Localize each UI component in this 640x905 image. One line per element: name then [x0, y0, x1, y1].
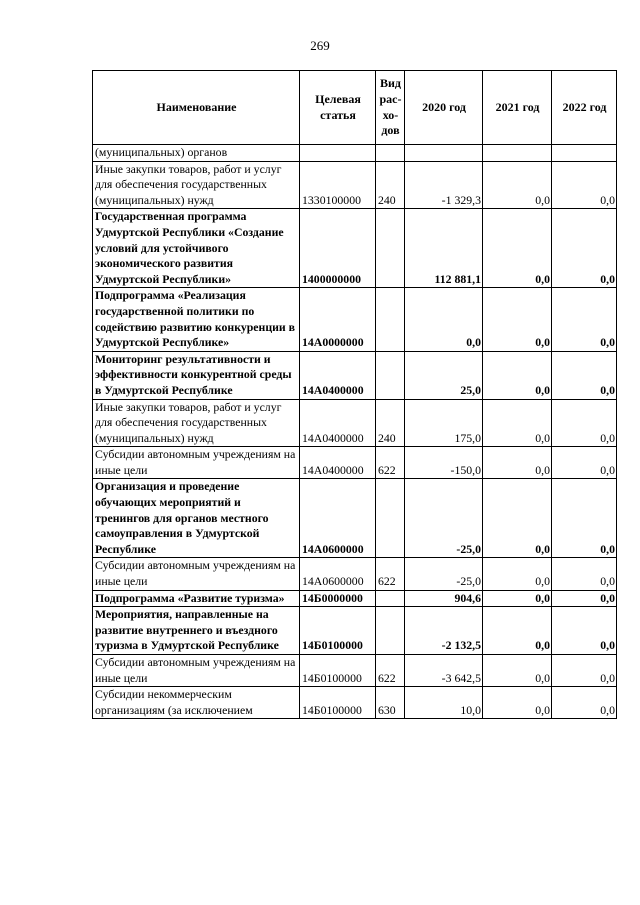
cell-2021: 0,0	[483, 607, 552, 655]
table-row	[93, 655, 617, 687]
cell-name: (муниципальных) органов	[93, 145, 300, 162]
cell-2022: 0,0	[552, 590, 617, 607]
cell-name: Мероприятия, направленные на развитие внутреннего и въездного туризма в Удмуртской Республике	[93, 607, 300, 655]
cell-target-article: 14А0400000	[300, 399, 376, 447]
cell-name: Иные закупки товаров, работ и услуг для обеспечения государственных (муниципальных) нужд	[93, 399, 300, 447]
cell-2022	[552, 145, 617, 162]
cell-2022: 0,0	[552, 399, 617, 447]
cell-expense-type	[376, 351, 405, 399]
cell-name: Иные закупки товаров, работ и услуг для обеспечения государственных (муниципальных) нужд	[93, 161, 300, 209]
table-row	[93, 558, 617, 590]
cell-2022: 0,0	[552, 558, 617, 590]
cell-target-article: 14Б0100000	[300, 655, 376, 687]
table-row	[93, 209, 617, 288]
cell-name: Подпрограмма «Реализация государственной политики по содействию развитию конкуренции в Удмуртской Республике»	[93, 288, 300, 351]
table-row	[93, 288, 617, 351]
header-target-article: Целевая статья	[300, 71, 376, 145]
table-row	[93, 399, 617, 447]
cell-expense-type: 622	[376, 655, 405, 687]
header-2022: 2022 год	[552, 71, 617, 145]
cell-2022: 0,0	[552, 351, 617, 399]
cell-target-article: 1330100000	[300, 161, 376, 209]
cell-2021: 0,0	[483, 687, 552, 719]
cell-target-article: 14А0600000	[300, 558, 376, 590]
cell-target-article: 14А0400000	[300, 447, 376, 479]
table-row	[93, 447, 617, 479]
cell-expense-type	[376, 209, 405, 288]
table-header-row	[93, 71, 617, 145]
cell-target-article: 14А0600000	[300, 479, 376, 558]
table-row	[93, 351, 617, 399]
cell-2020: -150,0	[405, 447, 483, 479]
cell-2021: 0,0	[483, 351, 552, 399]
cell-2020	[405, 145, 483, 162]
cell-2020: -3 642,5	[405, 655, 483, 687]
cell-2020: 10,0	[405, 687, 483, 719]
cell-name: Субсидии автономным учреждениям на иные цели	[93, 447, 300, 479]
cell-target-article: 14А0400000	[300, 351, 376, 399]
cell-2021: 0,0	[483, 447, 552, 479]
cell-2022: 0,0	[552, 687, 617, 719]
cell-expense-type	[376, 479, 405, 558]
budget-table	[92, 70, 617, 719]
cell-expense-type	[376, 288, 405, 351]
table-row	[93, 479, 617, 558]
cell-2020: 112 881,1	[405, 209, 483, 288]
cell-2021: 0,0	[483, 655, 552, 687]
cell-2020: 904,6	[405, 590, 483, 607]
cell-2021: 0,0	[483, 161, 552, 209]
cell-2020: 175,0	[405, 399, 483, 447]
cell-target-article: 14Б0100000	[300, 687, 376, 719]
cell-2021: 0,0	[483, 479, 552, 558]
cell-2022: 0,0	[552, 607, 617, 655]
cell-2020: 25,0	[405, 351, 483, 399]
cell-target-article	[300, 145, 376, 162]
cell-target-article: 14Б0000000	[300, 590, 376, 607]
cell-2022: 0,0	[552, 655, 617, 687]
cell-2021: 0,0	[483, 590, 552, 607]
cell-name: Организация и проведение обучающих мероприятий и тренингов для органов местного самоуправления в Удмуртской Республике	[93, 479, 300, 558]
cell-expense-type: 240	[376, 399, 405, 447]
cell-name: Субсидии некоммерческим организациям (за исключением	[93, 687, 300, 719]
cell-2022: 0,0	[552, 161, 617, 209]
cell-2021: 0,0	[483, 558, 552, 590]
header-expense-type: Вид рас-хо-дов	[376, 71, 405, 145]
cell-2021: 0,0	[483, 209, 552, 288]
cell-2020: -1 329,3	[405, 161, 483, 209]
cell-expense-type	[376, 590, 405, 607]
table-row	[93, 590, 617, 607]
cell-2020: -25,0	[405, 558, 483, 590]
table-body	[93, 145, 617, 719]
cell-target-article: 14А0000000	[300, 288, 376, 351]
cell-2020: 0,0	[405, 288, 483, 351]
cell-2022: 0,0	[552, 209, 617, 288]
cell-expense-type: 622	[376, 447, 405, 479]
table-row	[93, 145, 617, 162]
cell-expense-type: 622	[376, 558, 405, 590]
cell-2020: -25,0	[405, 479, 483, 558]
cell-name: Субсидии автономным учреждениям на иные цели	[93, 558, 300, 590]
cell-name: Субсидии автономным учреждениям на иные цели	[93, 655, 300, 687]
cell-target-article: 14Б0100000	[300, 607, 376, 655]
cell-name: Государственная программа Удмуртской Республики «Создание условий для устойчивого экономического развития Удмуртской Республики»	[93, 209, 300, 288]
cell-2022: 0,0	[552, 479, 617, 558]
cell-2022: 0,0	[552, 447, 617, 479]
cell-2022: 0,0	[552, 288, 617, 351]
page-number: 269	[310, 38, 330, 53]
table-row	[93, 687, 617, 719]
cell-2021: 0,0	[483, 288, 552, 351]
cell-target-article: 1400000000	[300, 209, 376, 288]
cell-expense-type	[376, 145, 405, 162]
header-2020: 2020 год	[405, 71, 483, 145]
header-2021: 2021 год	[483, 71, 552, 145]
cell-expense-type: 240	[376, 161, 405, 209]
cell-expense-type	[376, 607, 405, 655]
cell-expense-type: 630	[376, 687, 405, 719]
cell-name: Мониторинг результативности и эффективности конкурентной среды в Удмуртской Республике	[93, 351, 300, 399]
header-name: Наименование	[93, 71, 300, 145]
cell-2020: -2 132,5	[405, 607, 483, 655]
table-row	[93, 607, 617, 655]
table-row	[93, 161, 617, 209]
cell-2021: 0,0	[483, 399, 552, 447]
cell-name: Подпрограмма «Развитие туризма»	[93, 590, 300, 607]
cell-2021	[483, 145, 552, 162]
